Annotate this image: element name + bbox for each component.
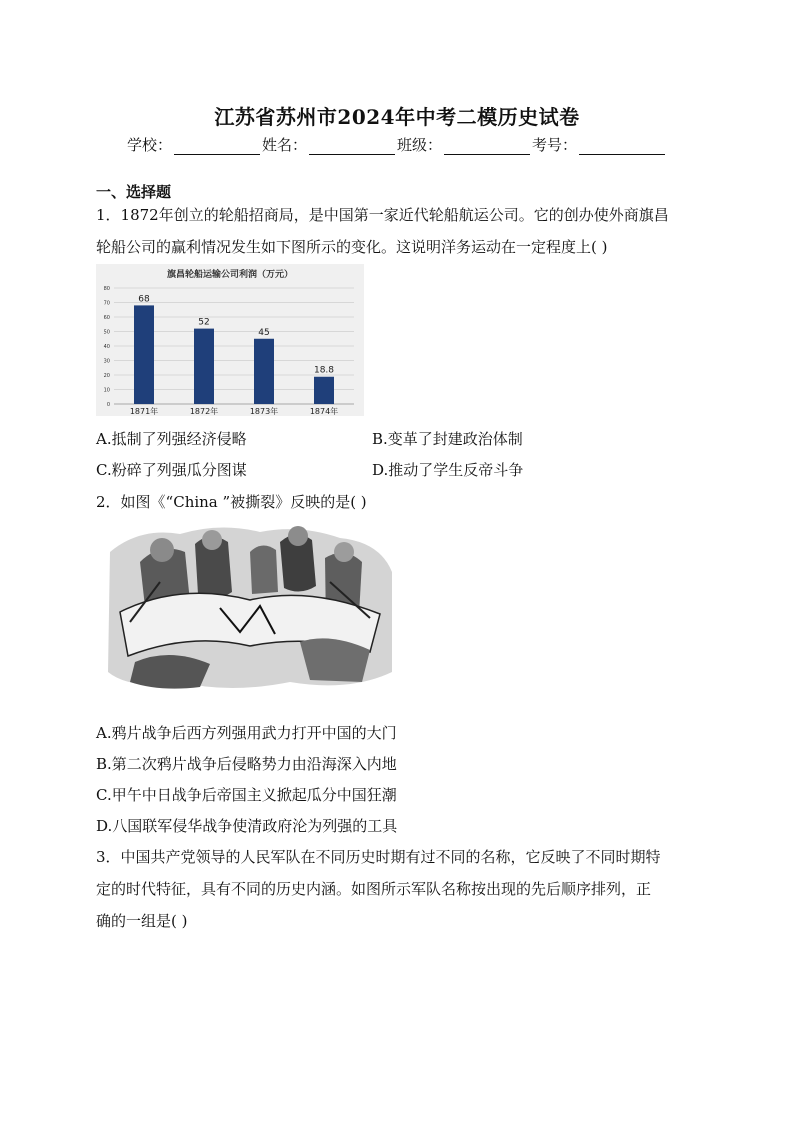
name-blank[interactable]	[309, 138, 395, 155]
bar-value-label: 68	[138, 294, 150, 305]
cartoon-illustration	[100, 522, 396, 696]
school-label: 学校：	[126, 136, 172, 154]
exam-title: 江苏省苏州市2024年中考二模历史试卷	[214, 105, 580, 129]
y-tick-label: 20	[103, 373, 110, 379]
school-blank[interactable]	[174, 138, 260, 155]
x-tick-label: 1874年	[309, 407, 339, 416]
bar	[254, 339, 274, 404]
q3-stem-line-1: 3．中国共产党领导的人民军队在不同历史时期有过不同的名称，它反映了不同时期特	[96, 848, 661, 866]
name-label: 姓名：	[261, 136, 307, 154]
q3-stem-line-3: 确的一组是( )	[96, 912, 188, 930]
y-tick-label: 70	[103, 300, 110, 307]
china-torn-apart-cartoon	[100, 522, 396, 696]
x-tick-label: 1871年	[129, 407, 159, 416]
q3-stem-line-2: 定的时代特征，具有不同的历史内涵。如图所示军队名称按出现的先后顺序排列，正	[96, 880, 652, 898]
q1-option-b[interactable]: B.变革了封建政治体制	[372, 430, 523, 448]
bar-value-label: 52	[198, 317, 210, 328]
bar	[134, 305, 154, 404]
q1-option-c[interactable]: C.粉碎了列强瓜分图谋	[96, 461, 247, 479]
y-tick-label: 60	[103, 315, 110, 321]
chart-title: 旗昌轮船运输公司利润（万元）	[166, 270, 294, 280]
q2-option-c[interactable]: C.甲午中日战争后帝国主义掀起瓜分中国狂潮	[96, 786, 397, 804]
y-tick-label: 0	[106, 402, 110, 408]
bar-value-label: 45	[258, 327, 270, 338]
y-tick-label: 40	[103, 344, 110, 350]
y-tick-label: 30	[103, 358, 110, 365]
class-blank[interactable]	[444, 138, 530, 155]
q2-stem-line-1: 2．如图《“China ”被撕裂》反映的是( )	[96, 493, 367, 511]
chart-svg	[96, 264, 364, 416]
q1-option-a[interactable]: A.抵制了列强经济侵略	[96, 430, 247, 448]
q1-profit-chart	[96, 264, 364, 416]
section-heading: 一、选择题	[96, 183, 172, 201]
bar	[194, 329, 214, 404]
x-tick-label: 1872年	[189, 407, 219, 416]
q1-stem-line-1: 1．1872年创立的轮船招商局，是中国第一家近代轮船航运公司。它的创办使外商旗昌	[96, 206, 669, 224]
exam-number-label: 考号：	[532, 136, 578, 154]
q1-stem-line-2: 轮船公司的赢利情况发生如下图所示的变化。这说明洋务运动在一定程度上( )	[96, 238, 608, 256]
q2-option-b[interactable]: B.第二次鸦片战争后侵略势力由沿海深入内地	[96, 755, 397, 773]
q2-option-d[interactable]: D.八国联军侵华战争使清政府沦为列强的工具	[96, 817, 398, 835]
bar-value-label: 18.8	[313, 365, 335, 376]
q2-option-a[interactable]: A.鸦片战争后西方列强用武力打开中国的大门	[96, 724, 397, 742]
class-label: 班级：	[397, 136, 443, 154]
exam-number-blank[interactable]	[579, 138, 665, 155]
y-tick-label: 10	[103, 387, 110, 394]
x-tick-label: 1873年	[249, 407, 279, 416]
student-info-row	[0, 134, 794, 155]
bar	[314, 377, 334, 404]
q1-option-d[interactable]: D.推动了学生反帝斗争	[372, 461, 524, 479]
y-tick-label: 80	[103, 286, 110, 292]
y-tick-label: 50	[103, 329, 110, 336]
